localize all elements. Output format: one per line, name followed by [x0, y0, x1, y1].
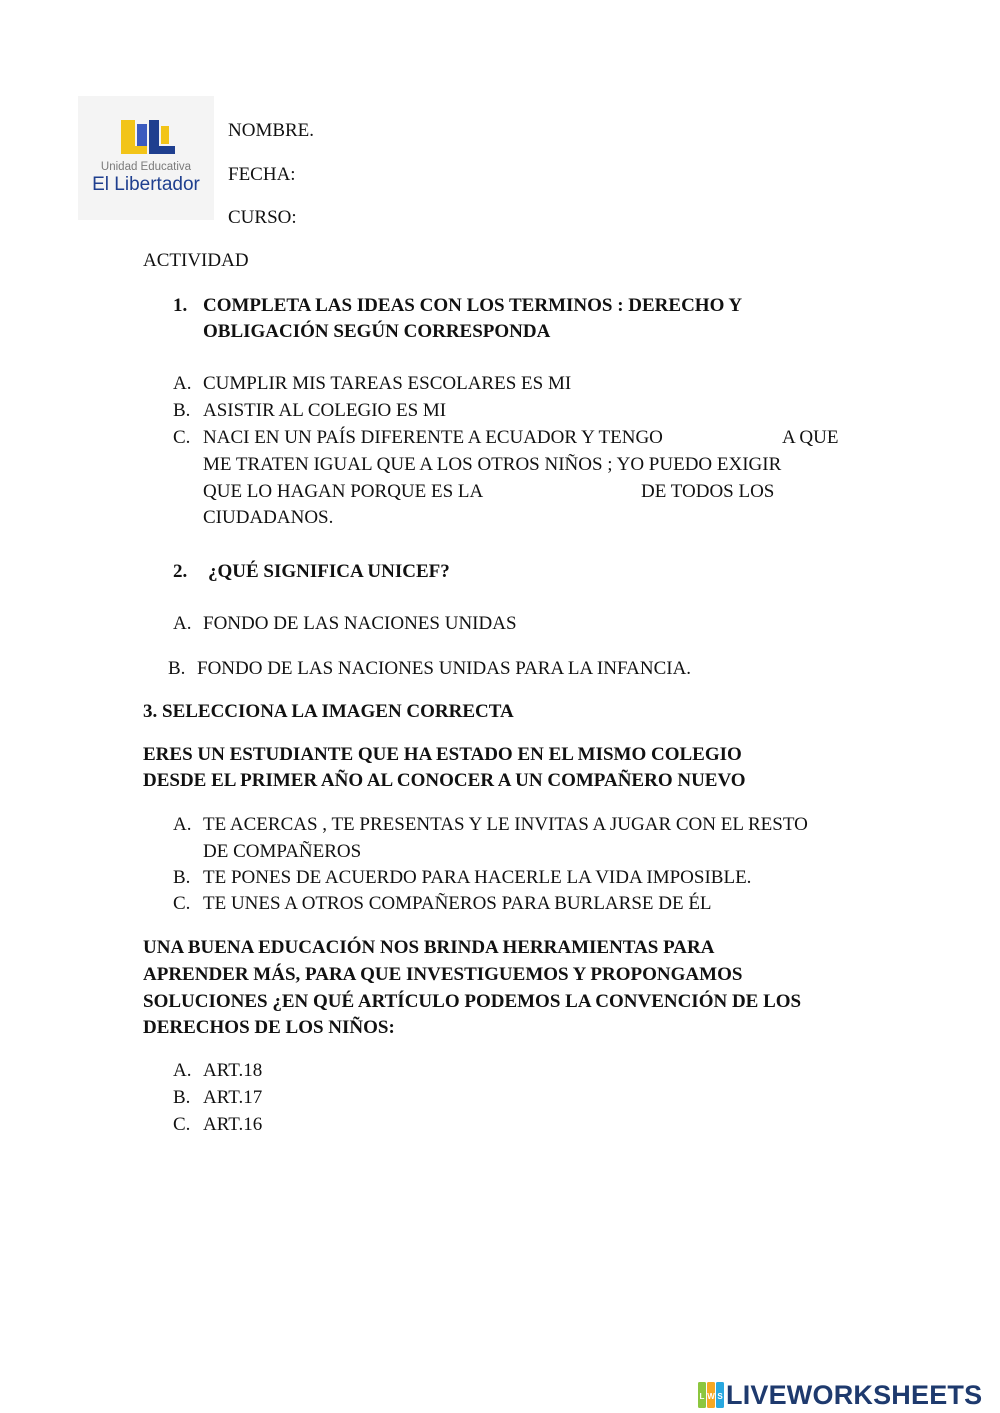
- q4-option-c-text: ART.16: [203, 1114, 263, 1135]
- svg-text:L: L: [699, 1392, 705, 1401]
- q4-option-b-label: B.: [173, 1087, 191, 1108]
- q4-option-b-text: ART.17: [203, 1087, 263, 1108]
- q2-option-a-text: FONDO DE LAS NACIONES UNIDAS: [203, 613, 517, 634]
- liveworksheets-logo-icon: [698, 1382, 724, 1408]
- q4-prompt-line3: SOLUCIONES ¿EN QUÉ ARTÍCULO PODEMOS LA CONVENCIÓN DE LOS: [143, 991, 802, 1012]
- q1-option-b-text: ASISTIR AL COLEGIO ES MI: [203, 400, 447, 421]
- q1-title-line2: OBLIGACIÓN SEGÚN CORRESPONDA: [203, 321, 551, 342]
- q2-number: 2.: [173, 561, 188, 582]
- q1-option-c-line3-end: DE TODOS LOS: [641, 481, 775, 502]
- q3-option-c-text: TE UNES A OTROS COMPAÑEROS PARA BURLARSE DE ÉL: [203, 893, 712, 914]
- svg-text:W: W: [707, 1392, 715, 1401]
- q3-option-b-label: B.: [173, 867, 191, 888]
- curso-label: CURSO:: [228, 207, 297, 228]
- q1-option-c-line1-end: A QUE: [782, 427, 839, 448]
- q3-prompt-line1: ERES UN ESTUDIANTE QUE HA ESTADO EN EL MISMO COLEGIO: [143, 744, 742, 765]
- q4-prompt-line4: DERECHOS DE LOS NIÑOS:: [143, 1017, 395, 1038]
- q2-title: ¿QUÉ SIGNIFICA UNICEF?: [208, 561, 450, 582]
- q3-option-a-text: TE ACERCAS , TE PRESENTAS Y LE INVITAS A JUGAR CON EL RESTO: [203, 814, 808, 835]
- q1-option-c-label: C.: [173, 427, 191, 448]
- q1-option-c-line2: ME TRATEN IGUAL QUE A LOS OTROS NIÑOS ; YO PUEDO EXIGIR: [203, 454, 782, 475]
- svg-text:S: S: [717, 1392, 723, 1401]
- q4-option-c-label: C.: [173, 1114, 191, 1135]
- q3-prompt-line2: DESDE EL PRIMER AÑO AL CONOCER A UN COMPAÑERO NUEVO: [143, 770, 746, 791]
- q1-option-b-label: B.: [173, 400, 191, 421]
- school-logo-name: El Libertador: [92, 174, 200, 195]
- school-logo-mark-icon: [121, 118, 175, 158]
- school-logo: [78, 96, 214, 220]
- q4-prompt-line1: UNA BUENA EDUCACIÓN NOS BRINDA HERRAMIENTAS PARA: [143, 937, 715, 958]
- q3-option-a-label: A.: [173, 814, 192, 835]
- q2-option-b-text: FONDO DE LAS NACIONES UNIDAS PARA LA INFANCIA.: [197, 658, 692, 679]
- activity-title: ACTIVIDAD: [143, 250, 249, 271]
- fecha-label: FECHA:: [228, 164, 296, 185]
- q1-number: 1.: [173, 295, 188, 316]
- q1-option-c-line4: CIUDADANOS.: [203, 507, 334, 528]
- q3-option-a-line2: DE COMPAÑEROS: [203, 841, 362, 862]
- q2-option-a-label: A.: [173, 613, 192, 634]
- q2-option-b-label: B.: [168, 658, 186, 679]
- q1-option-a-text: CUMPLIR MIS TAREAS ESCOLARES ES MI: [203, 373, 572, 394]
- q4-option-a-text: ART.18: [203, 1060, 263, 1081]
- q3-title: 3. SELECCIONA LA IMAGEN CORRECTA: [143, 701, 514, 722]
- nombre-label: NOMBRE.: [228, 120, 315, 141]
- school-logo-subtitle: Unidad Educativa: [100, 161, 192, 173]
- q1-title-line1: COMPLETA LAS IDEAS CON LOS TERMINOS : DERECHO Y: [203, 295, 743, 316]
- q4-option-a-label: A.: [173, 1060, 192, 1081]
- q4-prompt-line2: APRENDER MÁS, PARA QUE INVESTIGUEMOS Y PROPONGAMOS: [143, 964, 743, 985]
- q1-option-c-line3-start: QUE LO HAGAN PORQUE ES LA: [203, 481, 484, 502]
- q1-option-c-text: NACI EN UN PAÍS DIFERENTE A ECUADOR Y TENGO: [203, 427, 663, 448]
- q3-option-c-label: C.: [173, 893, 191, 914]
- q1-option-a-label: A.: [173, 373, 192, 394]
- liveworksheets-brand-text: LIVEWORKSHEETS: [726, 1380, 983, 1410]
- q3-option-b-text: TE PONES DE ACUERDO PARA HACERLE LA VIDA IMPOSIBLE.: [203, 867, 752, 888]
